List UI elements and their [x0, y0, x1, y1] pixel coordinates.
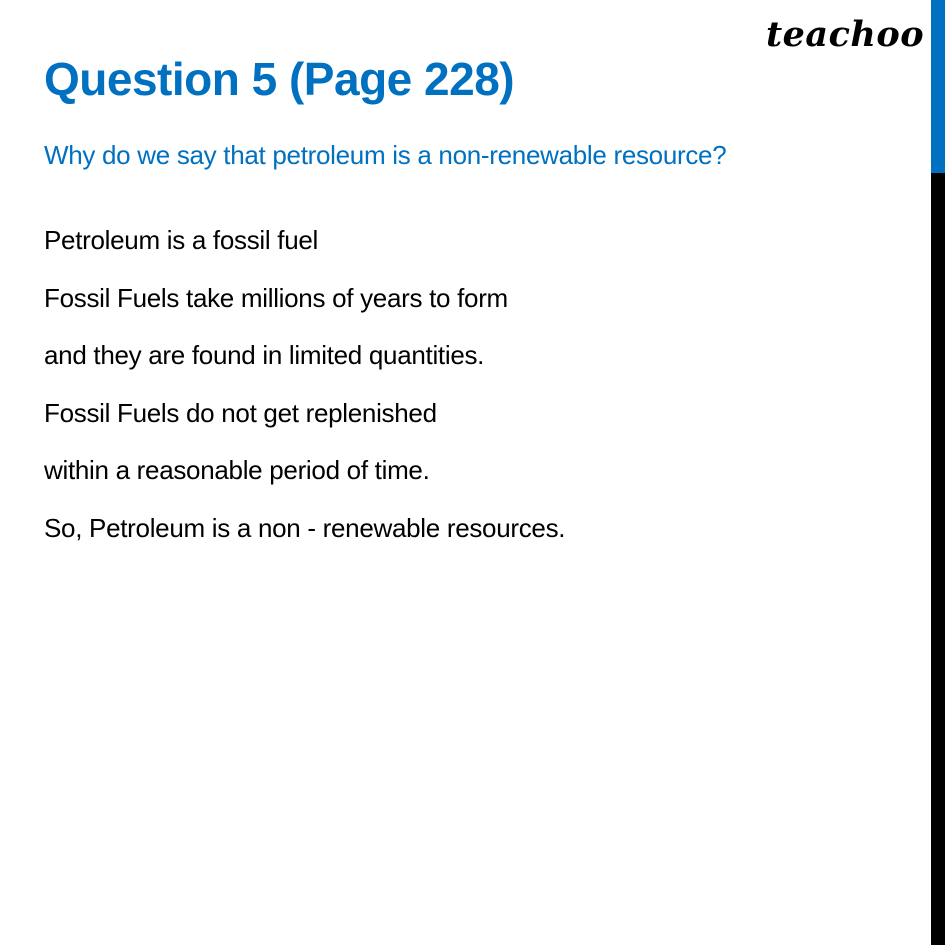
question-prompt: Why do we say that petroleum is a non-renewable resource? — [44, 140, 727, 170]
answer-body — [44, 212, 565, 558]
answer-line: within a reasonable period of time. — [44, 455, 430, 486]
answer-line: Fossil Fuels take millions of years to form — [44, 282, 508, 313]
answer-line: Fossil Fuels do not get replenished — [44, 397, 437, 428]
side-accent-bar-black — [931, 173, 945, 945]
question-title: Question 5 (Page 228) — [44, 53, 515, 105]
answer-line: Petroleum is a fossil fuel — [44, 225, 318, 255]
teachoo-logo: teachoo — [766, 14, 925, 55]
answer-line: So, Petroleum is a non - renewable resources. — [44, 512, 566, 543]
answer-line: and they are found in limited quantities. — [44, 340, 485, 371]
side-accent-bar-blue — [931, 0, 945, 173]
